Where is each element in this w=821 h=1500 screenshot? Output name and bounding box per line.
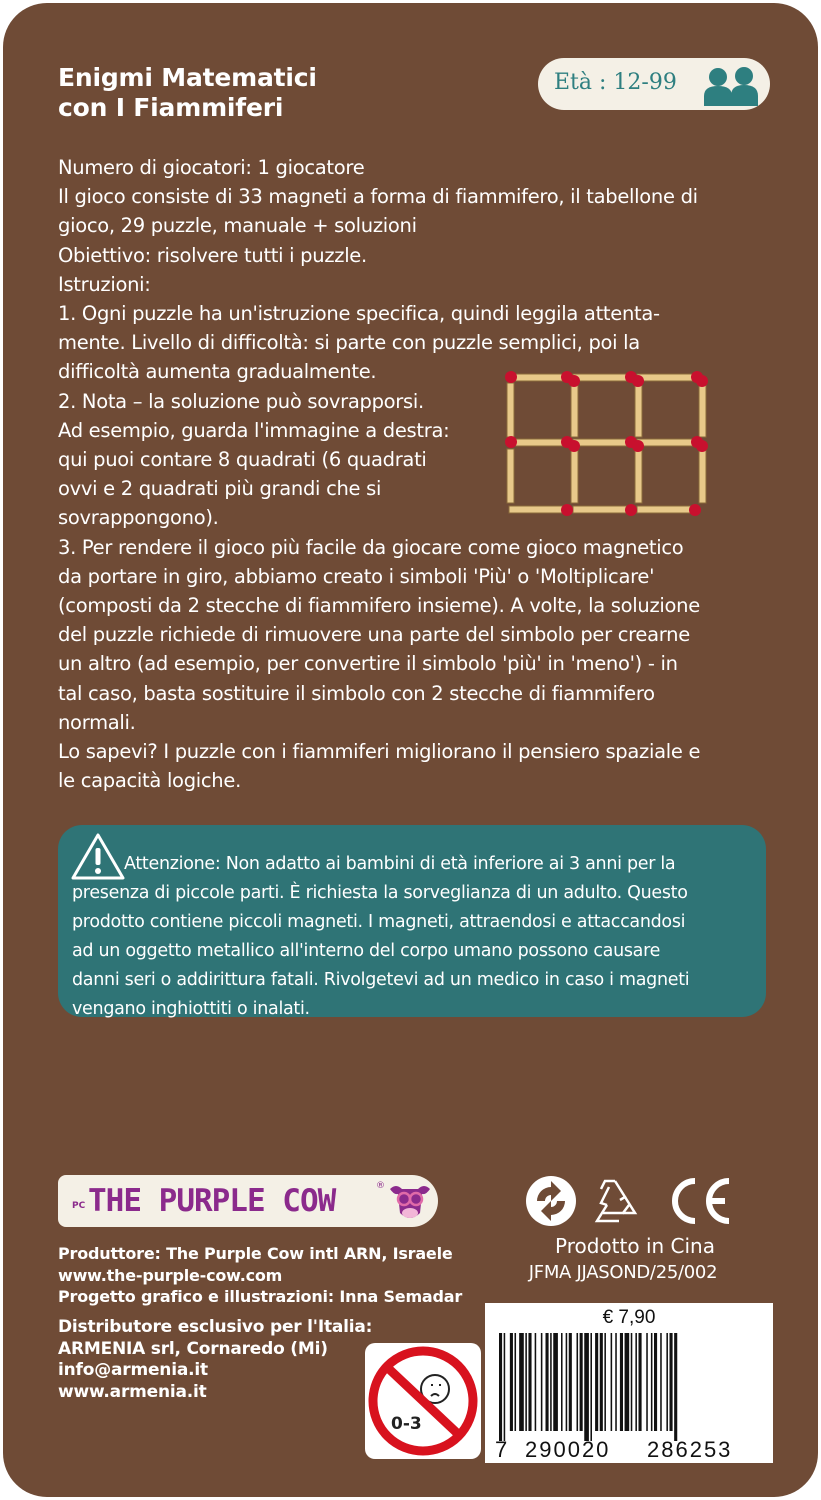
producer-line: Produttore: The Purple Cow intl ARN, Israele (58, 1244, 453, 1263)
barcode-label (485, 1303, 773, 1463)
instruction-line: 3. Per rendere il gioco più facile da giocare come gioco magnetico (58, 535, 684, 559)
instruction-line: difficoltà aumenta gradualmente. (58, 360, 377, 384)
instruction-line: Numero di giocatori: 1 giocatore (58, 156, 365, 179)
made-in-label: Prodotto in Cina (555, 1234, 715, 1258)
producer-website: www.the-purple-cow.com (58, 1265, 283, 1285)
instruction-line: da portare in giro, abbiamo creato i simboli 'Più' o 'Moltiplicare' (58, 564, 655, 588)
distributor-line-1: Distributore esclusivo per l'Italia: (58, 1317, 373, 1337)
product-title (58, 63, 317, 123)
instruction-line: 2. Nota – la soluzione può sovrapporsi. (58, 389, 424, 413)
warning-line: presenza di piccole parti. È richiesta la sorveglianza di un adulto. Questo (72, 883, 688, 903)
price: € 7,90 (602, 1307, 656, 1328)
brand-pc-mark: PC (72, 1201, 86, 1211)
barcode-digit-first: 7 (495, 1437, 508, 1462)
barcode-group-left: 290020 (525, 1437, 611, 1462)
producer-info (58, 1243, 462, 1308)
green-dot-icon (526, 1176, 576, 1226)
distributor-email: info@armenia.it (58, 1360, 208, 1380)
brand-logo (58, 1175, 438, 1227)
design-credit: Progetto grafico e illustrazioni: Inna Semadar (58, 1287, 463, 1306)
instruction-line: del puzzle richiede di rimuovere una parte del simbolo per crearne (58, 623, 690, 647)
distributor-info (58, 1317, 372, 1403)
instruction-line: normali. (58, 710, 136, 734)
title-line-1: Enigmi Matematici (58, 63, 317, 92)
instruction-line: Lo sapevi? I puzzle con i fiammiferi migliorano il pensiero spaziale e (58, 740, 701, 764)
matchstick-grid-illustration (501, 365, 713, 523)
instruction-line: Ad esempio, guarda l'immagine a destra: (58, 418, 450, 442)
warning-text (72, 850, 762, 1024)
warning-line: danni seri o addirittura fatali. Rivolgetevi ad un medico in caso i magneti (72, 970, 690, 990)
instruction-line: sovrappongono). (58, 506, 219, 530)
instruction-line: ovvi e 2 quadrati più grandi che si (58, 477, 382, 501)
distributor-website: www.armenia.it (58, 1381, 207, 1402)
two-players-icon (701, 66, 761, 106)
instruction-line: qui puoi contare 8 quadrati (6 quadrati (58, 448, 427, 472)
instruction-line: un altro (ad esempio, per convertire il simbolo 'più' in 'meno') - in (58, 652, 678, 676)
instruction-line: Obiettivo: risolvere tutti i puzzle. (58, 243, 367, 267)
distributor-line-2: ARMENIA srl, Cornaredo (Mi) (58, 1338, 328, 1359)
age-badge (538, 58, 770, 110)
brand-name: THE PURPLE COW (88, 1183, 336, 1219)
ce-mark-icon (675, 1181, 729, 1221)
product-back-panel (3, 3, 818, 1497)
warning-line: prodotto contiene piccoli magneti. I magneti, attraendosi e attaccandosi (72, 912, 686, 932)
lot-number: JFMA JJASOND/25/002 (528, 1262, 718, 1283)
barcode-bars (493, 1333, 765, 1441)
instruction-line: Il gioco consiste di 33 magneti a forma di fiammifero, il tabellone di (58, 185, 698, 209)
age-label: Età : 12-99 (554, 70, 677, 95)
instruction-line: mente. Livello di difficoltà: si parte con puzzle semplici, poi la (58, 331, 640, 355)
instruction-line: Istruzioni: (58, 272, 151, 296)
recycle-icon (597, 1181, 635, 1221)
no-under-3-icon (365, 1343, 481, 1459)
instruction-line: le capacità logiche. (58, 769, 241, 793)
instruction-line: 1. Ogni puzzle ha un'istruzione specifica, quindi leggila attenta- (58, 302, 660, 326)
age-warning-label: 0-3 (391, 1414, 422, 1434)
instruction-line: gioco, 29 puzzle, manuale + soluzioni (58, 214, 417, 238)
title-line-2: con I Fiammiferi (58, 93, 284, 122)
warning-line: Attenzione: Non adatto ai bambini di età inferiore ai 3 anni per la (124, 854, 676, 874)
warning-line: vengano inghiottiti o inalati. (72, 999, 310, 1019)
purple-cow-icon (386, 1179, 434, 1223)
barcode-group-right: 286253 (647, 1437, 733, 1462)
age-warning-symbol (365, 1343, 481, 1459)
warning-line: ad un oggetto metallico all'interno del corpo umano possono causare (72, 941, 661, 961)
safety-warning-box (58, 825, 766, 1017)
certification-symbols (525, 1173, 735, 1231)
instruction-line: (composti da 2 stecche di fiammifero insieme). A volte, la soluzione (58, 594, 700, 618)
instruction-line: tal caso, basta sostituire il simbolo con 2 stecche di fiammifero (58, 681, 655, 705)
brand-registered-mark: ® (376, 1181, 385, 1191)
